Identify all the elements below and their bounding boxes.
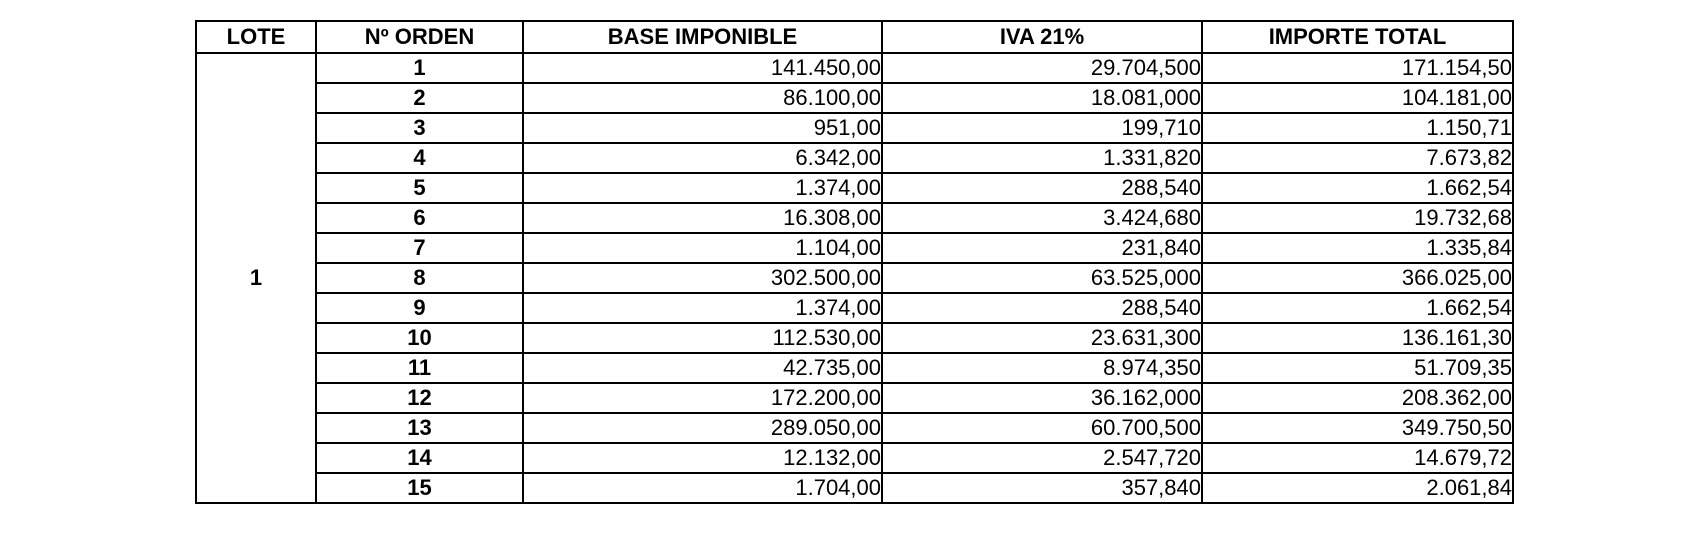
table-row xyxy=(196,203,1513,233)
importe-total-cell: 208.362,00 xyxy=(1202,383,1513,413)
importe-total-cell: 19.732,68 xyxy=(1202,203,1513,233)
iva-cell: 2.547,720 xyxy=(882,443,1202,473)
table-body xyxy=(196,53,1513,503)
base-imponible-cell: 172.200,00 xyxy=(523,383,882,413)
table-row xyxy=(196,413,1513,443)
table-row xyxy=(196,383,1513,413)
orden-cell: 6 xyxy=(316,203,523,233)
importe-total-cell: 171.154,50 xyxy=(1202,53,1513,83)
base-imponible-cell: 141.450,00 xyxy=(523,53,882,83)
base-imponible-cell: 1.104,00 xyxy=(523,233,882,263)
table-row xyxy=(196,143,1513,173)
header-importe-total: IMPORTE TOTAL xyxy=(1202,21,1513,53)
importe-total-cell: 51.709,35 xyxy=(1202,353,1513,383)
orden-cell: 12 xyxy=(316,383,523,413)
table-row xyxy=(196,323,1513,353)
table-row xyxy=(196,233,1513,263)
lote-cell: 1 xyxy=(196,53,316,503)
base-imponible-cell: 951,00 xyxy=(523,113,882,143)
table-row xyxy=(196,113,1513,143)
header-orden: Nº ORDEN xyxy=(316,21,523,53)
lots-table xyxy=(195,20,1514,504)
orden-cell: 11 xyxy=(316,353,523,383)
iva-cell: 357,840 xyxy=(882,473,1202,503)
table-row xyxy=(196,83,1513,113)
header-iva: IVA 21% xyxy=(882,21,1202,53)
base-imponible-cell: 12.132,00 xyxy=(523,443,882,473)
importe-total-cell: 1.335,84 xyxy=(1202,233,1513,263)
header-lote: LOTE xyxy=(196,21,316,53)
iva-cell: 8.974,350 xyxy=(882,353,1202,383)
iva-cell: 199,710 xyxy=(882,113,1202,143)
orden-cell: 3 xyxy=(316,113,523,143)
table-row xyxy=(196,173,1513,203)
importe-total-cell: 2.061,84 xyxy=(1202,473,1513,503)
orden-cell: 10 xyxy=(316,323,523,353)
importe-total-cell: 366.025,00 xyxy=(1202,263,1513,293)
iva-cell: 29.704,500 xyxy=(882,53,1202,83)
iva-cell: 288,540 xyxy=(882,293,1202,323)
importe-total-cell: 349.750,50 xyxy=(1202,413,1513,443)
orden-cell: 8 xyxy=(316,263,523,293)
importe-total-cell: 1.662,54 xyxy=(1202,173,1513,203)
base-imponible-cell: 1.374,00 xyxy=(523,293,882,323)
iva-cell: 3.424,680 xyxy=(882,203,1202,233)
importe-total-cell: 7.673,82 xyxy=(1202,143,1513,173)
importe-total-cell: 14.679,72 xyxy=(1202,443,1513,473)
iva-cell: 63.525,000 xyxy=(882,263,1202,293)
base-imponible-cell: 302.500,00 xyxy=(523,263,882,293)
base-imponible-cell: 6.342,00 xyxy=(523,143,882,173)
iva-cell: 18.081,000 xyxy=(882,83,1202,113)
header-base-imponible: BASE IMPONIBLE xyxy=(523,21,882,53)
table-row xyxy=(196,443,1513,473)
iva-cell: 60.700,500 xyxy=(882,413,1202,443)
orden-cell: 5 xyxy=(316,173,523,203)
iva-cell: 288,540 xyxy=(882,173,1202,203)
base-imponible-cell: 112.530,00 xyxy=(523,323,882,353)
iva-cell: 23.631,300 xyxy=(882,323,1202,353)
importe-total-cell: 104.181,00 xyxy=(1202,83,1513,113)
iva-cell: 1.331,820 xyxy=(882,143,1202,173)
orden-cell: 14 xyxy=(316,443,523,473)
importe-total-cell: 136.161,30 xyxy=(1202,323,1513,353)
table-row xyxy=(196,53,1513,83)
orden-cell: 4 xyxy=(316,143,523,173)
importe-total-cell: 1.662,54 xyxy=(1202,293,1513,323)
orden-cell: 2 xyxy=(316,83,523,113)
base-imponible-cell: 16.308,00 xyxy=(523,203,882,233)
orden-cell: 15 xyxy=(316,473,523,503)
iva-cell: 231,840 xyxy=(882,233,1202,263)
base-imponible-cell: 289.050,00 xyxy=(523,413,882,443)
table-header xyxy=(196,21,1513,53)
orden-cell: 9 xyxy=(316,293,523,323)
iva-cell: 36.162,000 xyxy=(882,383,1202,413)
header-row xyxy=(196,21,1513,53)
base-imponible-cell: 1.374,00 xyxy=(523,173,882,203)
importe-total-cell: 1.150,71 xyxy=(1202,113,1513,143)
base-imponible-cell: 1.704,00 xyxy=(523,473,882,503)
base-imponible-cell: 42.735,00 xyxy=(523,353,882,383)
orden-cell: 1 xyxy=(316,53,523,83)
table-row xyxy=(196,263,1513,293)
base-imponible-cell: 86.100,00 xyxy=(523,83,882,113)
orden-cell: 13 xyxy=(316,413,523,443)
table-row xyxy=(196,353,1513,383)
table-row xyxy=(196,293,1513,323)
orden-cell: 7 xyxy=(316,233,523,263)
table-row xyxy=(196,473,1513,503)
